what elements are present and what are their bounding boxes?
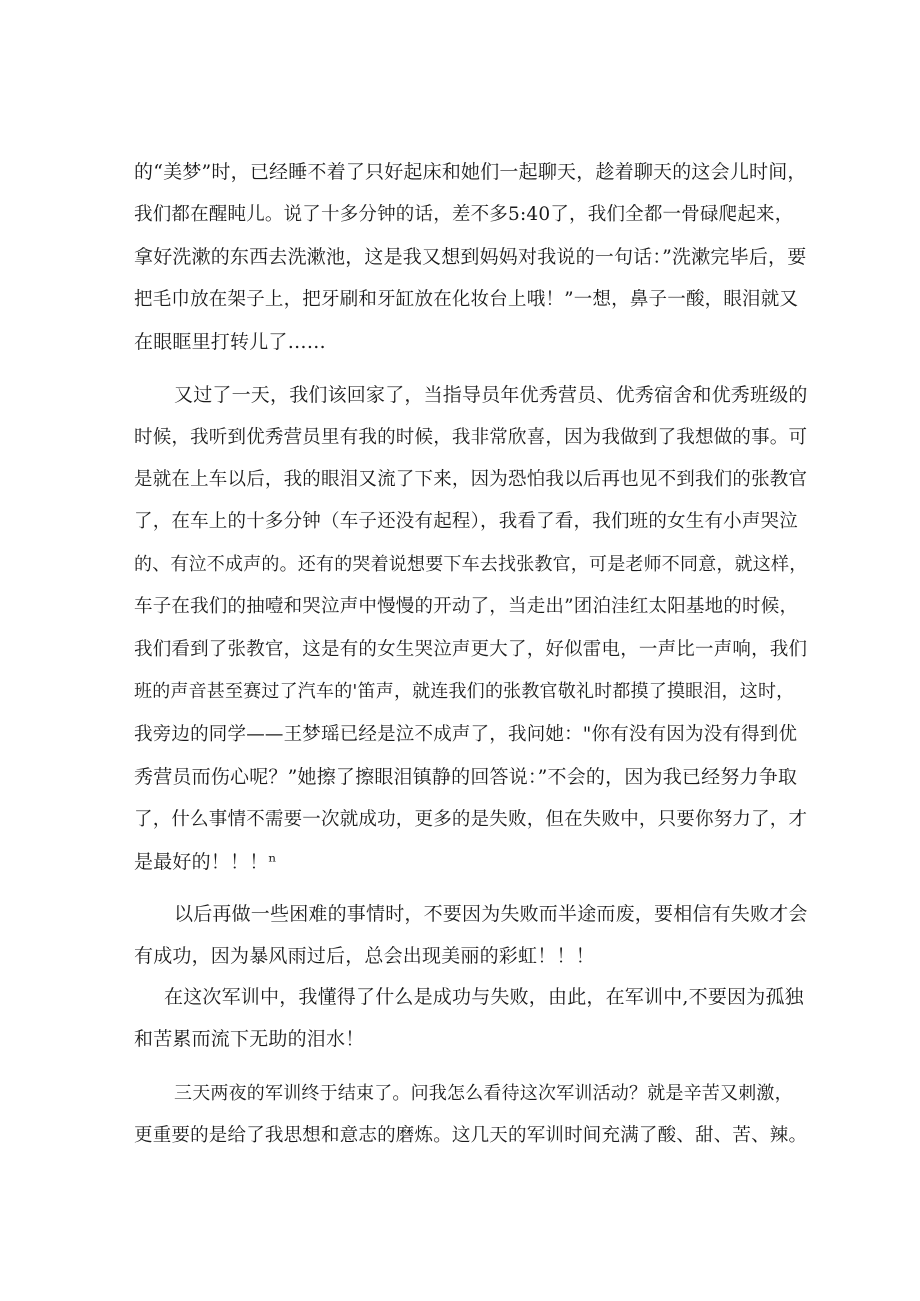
paragraph-4-line-2: 和苦累而流下无助的泪水！ [134,1028,365,1050]
paragraph-2-line-7: 我们看到了张教官，这是有的女生哭泣声更大了，好似雷电，一声比一声响，我们 [134,639,808,660]
paragraph-4-line-1: 在这次军训中，我懂得了什么是成功与失败，由此，在军训中,不要因为孤独 [164,986,804,1008]
paragraph-2-line-3: 是就在上车以后，我的眼泪又流了下来，因为恐怕我以后再也见不到我们的张教官 [134,469,808,490]
paragraph-2-line-10: 秀营员而伤心呢？”她擦了擦眼泪镇静的回答说：”不会的，因为我已经努力争取 [134,766,798,788]
paragraph-1-line-2: 我们都在醒盹儿。说了十多分钟的话，差不多5:40了，我们全都一骨碌爬起来， [134,204,794,225]
paragraph-1-line-4: 把毛巾放在架子上，把牙刷和牙缸放在化妆台上哦！”一想，鼻子一酸，眼泪就又 [134,289,799,310]
paragraph-2-line-5: 的、有泣不成声的。还有的哭着说想要下车去找张教官，可是老师不同意，就这样， [134,554,808,575]
paragraph-3-line-2: 有成功，因为暴风雨过后，总会出现美丽的彩虹！！！ [134,945,595,967]
paragraph-2-line-4: 了，在车上的十多分钟（车子还没有起程），我看了看，我们班的女生有小声哭泣 [134,511,798,532]
paragraph-2-line-12: 是最好的！！！ⁿ [134,851,277,873]
paragraph-5-line-2: 更重要的是给了我思想和意志的磨炼。这几天的军训时间充满了酸、甜、苦、辣。 [134,1125,808,1146]
paragraph-2-line-2: 时候，我听到优秀营员里有我的时候，我非常欣喜，因为我做到了我想做的事。可 [134,427,808,448]
paragraph-5-line-1: 三天两夜的军训终于结束了。问我怎么看待这次军训活动？就是辛苦又刺激， [174,1083,793,1104]
paragraph-2-line-6: 车子在我们的抽噎和哭泣声中慢慢的开动了，当走出”团泊洼红太阳基地的时候， [134,596,799,617]
paragraph-1-line-3: 拿好洗漱的东西去洗漱池，这是我又想到妈妈对我说的一句话：”洗漱完毕后，要 [134,246,807,268]
paragraph-2-line-1: 又过了一天，我们该回家了，当指导员年优秀营员、优秀宿舍和优秀班级的 [174,384,808,406]
paragraph-1-line-5: 在眼眶里打转儿了…… [134,331,327,353]
paragraph-1-line-1: 的“美梦”时，已经睡不着了只好起床和她们一起聊天，趁着聊天的这会儿时间， [134,161,807,183]
paragraph-2-line-11: 了，什么事情不需要一次就成功，更多的是失败，但在失败中，只要你努力了，才 [134,809,808,830]
paragraph-3-line-1: 以后再做一些困难的事情时，不要因为失败而半途而废，要相信有失败才会 [174,903,808,925]
paragraph-2-line-8: 班的声音甚至赛过了汽车的'笛声，就连我们的张教官敬礼时都摸了摸眼泪，这时， [134,681,795,702]
paragraph-2-line-9: 我旁边的同学——王梦瑶已经是泣不成声了，我问她："你有没有因为没有得到优 [134,724,798,745]
